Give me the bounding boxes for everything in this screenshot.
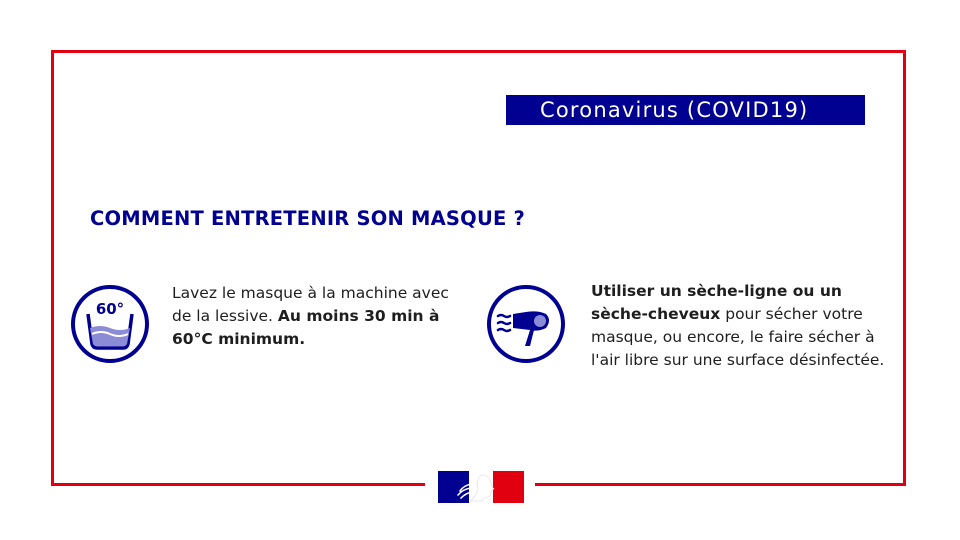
hair-dryer-icon (486, 284, 566, 364)
temperature-label: 60° (95, 300, 125, 318)
marianne-logo (438, 471, 524, 503)
tip-wash-plain: Lavez le masque à la machine avec de la lessive. (172, 284, 449, 325)
topic-banner (506, 95, 865, 125)
page-heading: COMMENT ENTRETENIR SON MASQUE ? (90, 207, 526, 230)
washing-basin-60-icon (70, 284, 150, 364)
tip-dry-plain: pour sécher votre masque, ou encore, le faire sécher à l'air libre sur une surface désinfectée. (591, 305, 885, 369)
tip-wash-text (172, 282, 472, 351)
tip-wash-bold: Au moins 30 min à 60°C minimum. (172, 307, 440, 348)
tip-dry-text (591, 280, 896, 372)
topic-title: Coronavirus (COVID19) (540, 98, 809, 122)
tip-dry-bold: Utiliser un sèche-ligne ou un sèche-cheveux (591, 282, 842, 323)
